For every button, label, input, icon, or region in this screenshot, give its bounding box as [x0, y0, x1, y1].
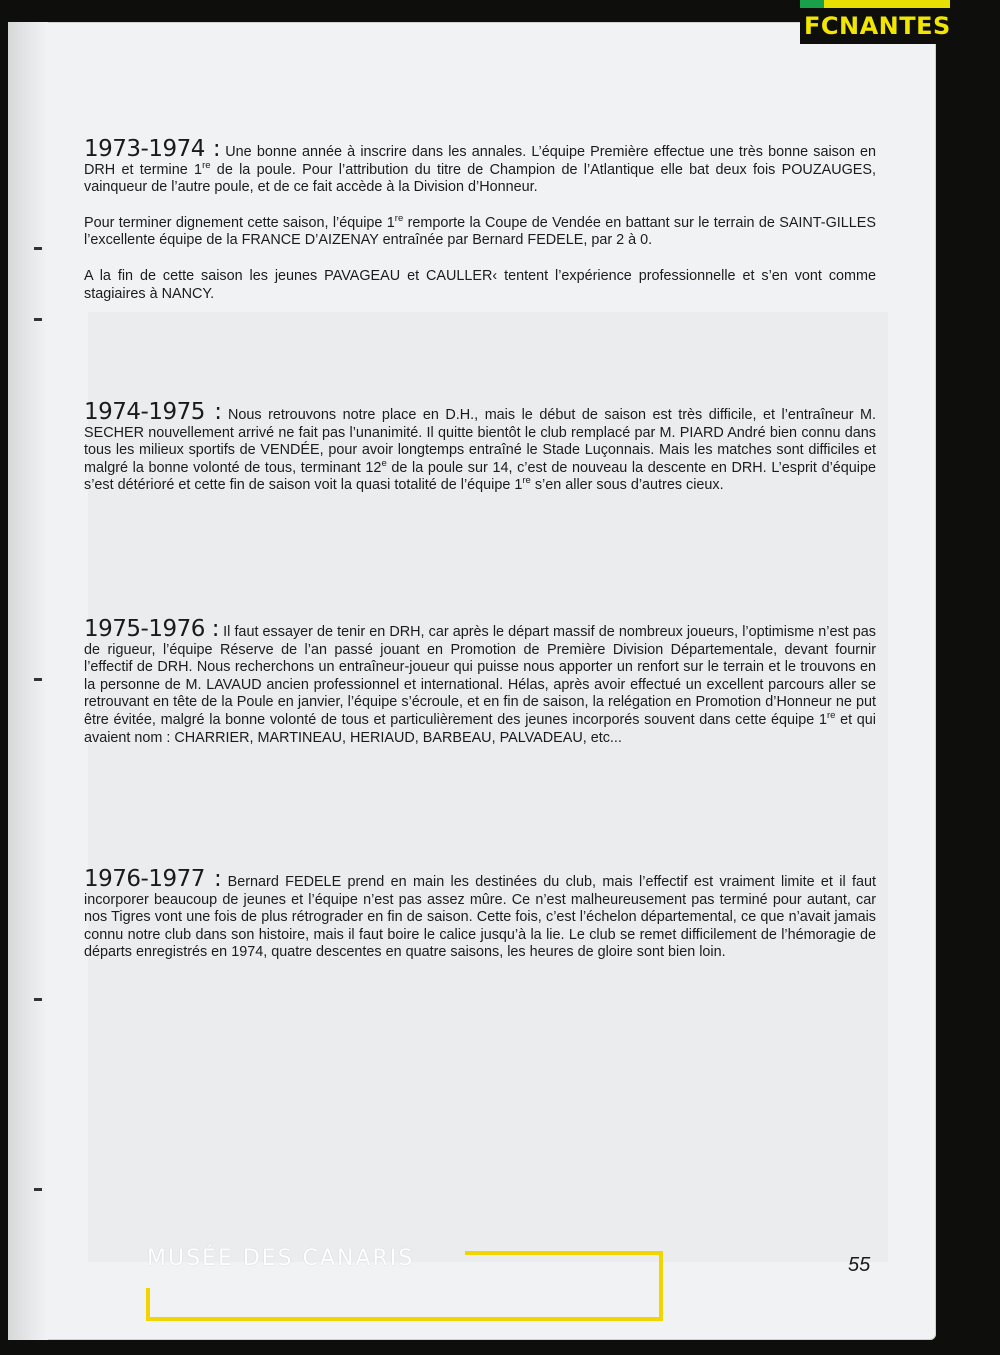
paragraph-text: de la poule. Pour l’attribution du titre de Champion de l’Atlantique elle bat deux fois POUZAUGES, vainqueur de l’autre poule, et de ce fait accède à la Division d’Honneur.: [84, 161, 876, 196]
ordinal-superscript: re: [826, 710, 836, 722]
season-year: 1976-1977 :: [84, 866, 222, 892]
footer-frame: [465, 1251, 663, 1255]
section-paragraph: [84, 399, 877, 495]
section-paragraph: [84, 616, 877, 747]
brand-name: FCNANTES: [804, 12, 951, 40]
season-year: 1974-1975 :: [84, 399, 222, 425]
section-paragraph: [84, 136, 877, 197]
ordinal-superscript: re: [522, 475, 531, 487]
paragraph-text: de la poule sur 14, c’est de nouveau la descente en DRH. L’esprit d’équipe s’est détérioré et cette fin de saison voit la quasi totalité de l’équipe 1: [84, 459, 877, 494]
season-year: 1975-1976 :: [84, 616, 220, 642]
footer-frame: [146, 1288, 150, 1321]
section-paragraph: [84, 212, 876, 250]
binding-mark: [34, 318, 42, 321]
section-paragraph: [84, 866, 877, 962]
binding-mark: [34, 1188, 42, 1191]
paragraph-text: Il faut essayer de tenir en DRH, car après le départ massif de nombreux joueurs, l’optimisme n’est pas de rigueur, l’équipe Réserve de l’an passé jouant en Promotion de Première Division Départementale, devant fournir l’effectif de DRH. Nous recherchons un entraîneur-joueur qui puisse nous apporter un renfort sur le terrain et le trouvons en la personne de M. LAVAUD ancien professionnel et international. Hélas, après avoir effectué un excellent parcours aller se retrouvant en tête de la Poule en janvier, l’équipe s’écroule, et en fin de saison, la relégation en Promotion d’Honneur ne put être évitée, malgré la bonne volonté de tous et particulièrement des jeunes incorporés souvent dans cette équipe 1: [84, 624, 876, 728]
page-gutter: [8, 22, 48, 1340]
ordinal-superscript: e: [381, 457, 387, 469]
footer-frame: [146, 1317, 663, 1321]
binding-mark: [34, 998, 42, 1001]
season-year: 1973-1974 :: [84, 136, 221, 162]
footer-title: MUSÉE DES CANARIS: [147, 1246, 415, 1271]
footer-frame: [659, 1251, 663, 1321]
season-section: [84, 866, 877, 962]
paragraph-text: Une bonne année à inscrire dans les annales. L’équipe Première effectue une très bonne saison en DRH et termine 1: [84, 144, 877, 178]
ordinal-superscript: re: [394, 212, 404, 224]
page-number: 55: [848, 1254, 871, 1276]
paragraph-text: Nous retrouvons notre place en D.H., mais le début de saison est très difficile, et l’entraîneur M. SECHER nouvellement arrivé ne fait pas l’unanimité. Il quitte bientôt le club remplacé par M. PIARD André bien connu dans tous les milieux sportifs de VENDÉE, pour avoir longtemps entraîné le Stade Luçonnais. Mais les matches sont difficiles et malgré la bonne volonté de tous, terminant 12: [84, 407, 876, 476]
paragraph-text: A la fin de cette saison les jeunes PAVAGEAU et CAULLER‹ tentent l’expérience professionnelle et s’en vont comme stagiaires à NANCY.: [84, 267, 876, 302]
paragraph-text: s’en aller sous d’autres cieux.: [530, 477, 724, 494]
section-paragraph: [84, 268, 876, 303]
binding-mark: [34, 247, 42, 250]
brand-logo: [800, 0, 1000, 44]
ordinal-superscript: re: [202, 159, 211, 171]
season-section: [84, 136, 877, 303]
paragraph-text: remporte la Coupe de Vendée en battant sur le terrain de SAINT-GILLES l’excellente équipe de la FRANCE D’AIZENAY entraînée par Bernard FEDELE, par 2 à 0.: [84, 214, 876, 249]
brand-stripe-green: [800, 0, 824, 8]
paragraph-text: et qui avaient nom : CHARRIER, MARTINEAU, HERIAUD, BARBEAU, PALVADEAU, etc...: [84, 711, 877, 746]
paragraph-text: Bernard FEDELE prend en main les destinées du club, mais l’effectif est vraiment limite et il faut incorporer beaucoup de jeunes et l’équipe n’est pas assez mûre. Ce n’est malheureusement pas terminé pour autant, car nos Tigres vont une fois de plus rétrograder en fin de saison. Cette fois, c’est l’échelon départemental, ce que n’avait jamais connu notre club dans son histoire, mais il faut boire le calice jusqu’à la lie. Le club se remet difficilement de l’hémoragie de départs enregistrés en 1974, quatre descentes en quatre saisons, les heures de gloire sont bien loin.: [84, 874, 877, 961]
paragraph-text: Pour terminer dignement cette saison, l’équipe 1: [84, 214, 395, 231]
season-section: [84, 616, 877, 747]
binding-mark: [34, 678, 42, 681]
season-section: [84, 399, 877, 495]
